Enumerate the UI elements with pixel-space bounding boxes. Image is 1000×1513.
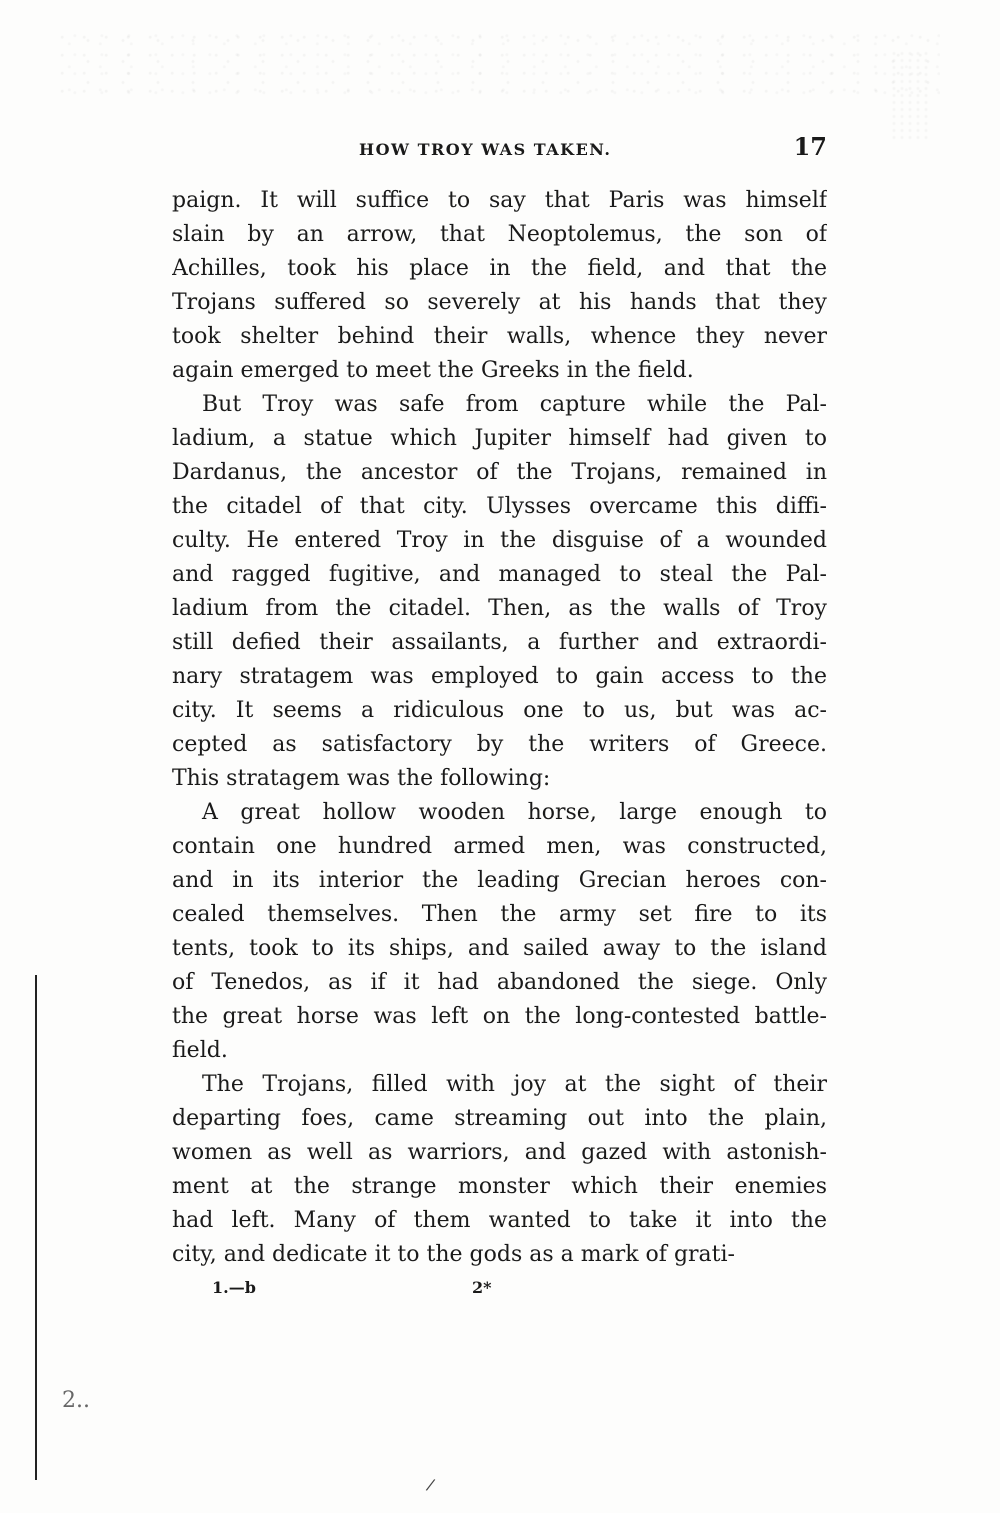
text-line: cealed themselves. Then the army set fire to its [172,902,827,927]
text-line: women as well as warriors, and gazed with astonish- [172,1140,827,1165]
paragraph [172,388,827,796]
text-line: ladium, a statue which Jupiter himself had given to [172,426,827,451]
paragraph [172,796,827,1068]
text-line: cepted as satisfactory by the writers of Greece. [172,732,827,757]
text-line: Achilles, took his place in the field, and that the [172,256,827,281]
text-line: paign. It will suffice to say that Paris was himself [172,188,827,213]
text-line: took shelter behind their walls, whence they never [172,324,827,349]
text-line: city, and dedicate it to the gods as a mark of grati- [172,1242,735,1267]
margin-mark: 2.. [62,1388,90,1413]
text-line: nary stratagem was employed to gain access to the [172,664,827,689]
running-head: HOW TROY WAS TAKEN. [359,140,612,159]
text-line: Trojans suffered so severely at his hands that they [172,290,827,315]
text-line: ment at the strange monster which their enemies [172,1174,827,1199]
text-line: the citadel of that city. Ulysses overcame this diffi- [172,494,827,519]
text-line: departing foes, came streaming out into the plain, [172,1106,827,1131]
paragraph [172,1068,827,1272]
stray-mark: / [424,1474,437,1495]
text-line: the great horse was left on the long-contested battle- [172,1004,827,1029]
text-line: field. [172,1038,228,1063]
scan-noise [890,50,930,140]
page-number: 17 [793,132,827,161]
paragraph [172,184,827,388]
text-line: ladium from the citadel. Then, as the walls of Troy [172,596,827,621]
page-header [172,128,827,168]
scan-noise [60,30,940,100]
signature-mark: 1.—b [212,1278,256,1297]
text-line: contain one hundred armed men, was constructed, [172,834,827,859]
text-line: and ragged fugitive, and managed to steal the Pal- [172,562,827,587]
text-line: culty. He entered Troy in the disguise of a wounded [172,528,827,553]
body-text [172,184,827,1272]
text-line: again emerged to meet the Greeks in the field. [172,358,694,383]
text-line: of Tenedos, as if it had abandoned the siege. Only [172,970,827,995]
text-line: Dardanus, the ancestor of the Trojans, remained in [172,460,827,485]
text-line: had left. Many of them wanted to take it into the [172,1208,827,1233]
margin-rule [35,975,37,1480]
page-footer [172,1278,827,1308]
text-line: But Troy was safe from capture while the Pal- [202,392,827,417]
text-line: still defied their assailants, a further and extraordi- [172,630,827,655]
text-line: city. It seems a ridiculous one to us, but was ac- [172,698,827,723]
text-line: A great hollow wooden horse, large enough to [202,800,827,825]
text-line: The Trojans, filled with joy at the sight of their [202,1072,827,1097]
text-line: This stratagem was the following: [172,766,551,791]
signature-number: 2* [472,1278,492,1297]
text-line: slain by an arrow, that Neoptolemus, the son of [172,222,827,247]
text-line: tents, took to its ships, and sailed away to the island [172,936,827,961]
text-line: and in its interior the leading Grecian heroes con- [172,868,827,893]
